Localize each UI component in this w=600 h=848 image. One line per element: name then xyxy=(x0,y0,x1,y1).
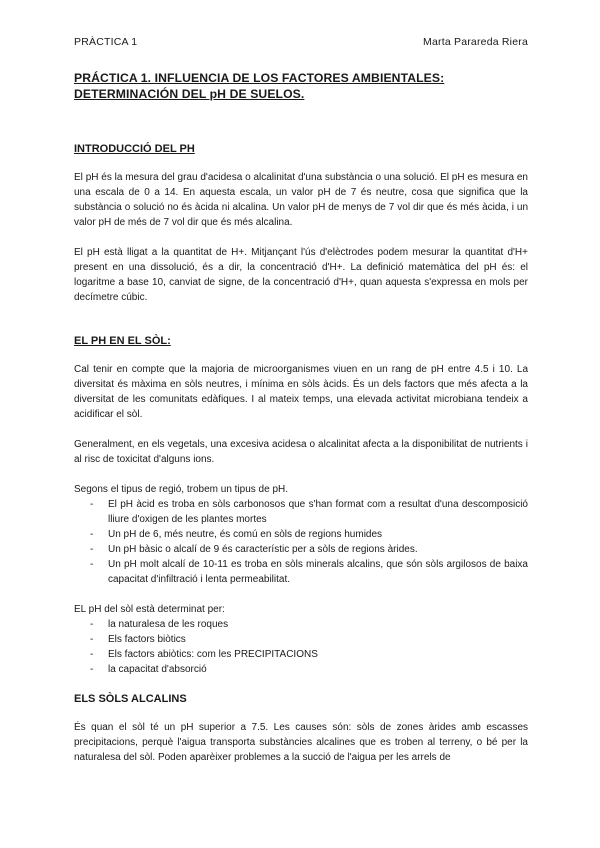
intro-heading: INTRODUCCIÓ DEL PH xyxy=(74,143,195,155)
list-bullet: - xyxy=(90,559,94,570)
soil-paragraph-1: Cal tenir en compte que la majoria de microorganismes viuen en un rang de pH entre 4.5 i 10. La diversitat és màxima en sòls neutres, i mínima en sòls àcids. És un dels factors que més afecta a la diversitat de les comunitats edàfiques. I al mateix temps, una elevada activitat microbiana tendeix a acidificar el sòl. xyxy=(74,364,528,420)
list-bullet: - xyxy=(90,664,94,675)
header-practice-label: PRÀCTICA 1 xyxy=(74,36,138,48)
list-item: - la naturalesa de les roques xyxy=(90,619,229,630)
soil-paragraph-3: Segons el tipus de regió, trobem un tipus de pH. xyxy=(74,484,289,495)
list-bullet: - xyxy=(90,649,94,660)
list-bullet: - xyxy=(90,544,94,555)
ph-factors-list xyxy=(74,617,528,677)
list-bullet: - xyxy=(90,619,94,630)
alkaline-heading: ELS SÒLS ALCALINS xyxy=(74,693,187,705)
list-item: - El pH àcid es troba en sòls carbonosos que s'han format com a resultat d'una descomposició lliure d'oxigen de les plantes mortes xyxy=(90,499,528,525)
list-item: - Un pH bàsic o alcalí de 9 és característic per a sòls de regions àrides. xyxy=(90,544,418,555)
title-line-1: PRÁCTICA 1. INFLUENCIA DE LOS FACTORES AMBIENTALES: xyxy=(74,71,445,85)
header-author: Marta Parareda Riera xyxy=(423,36,528,48)
list-item: - Els factors biòtics xyxy=(90,634,186,645)
region-ph-list xyxy=(74,497,528,587)
list-item: - Un pH molt alcalí de 10-11 es troba en sòls minerals alcalins, que són sòls argilosos de baixa capacitat d'infiltració i lenta permeabilitat. xyxy=(90,559,528,585)
list-bullet: - xyxy=(90,499,94,510)
page-header xyxy=(74,36,528,50)
soil-heading: EL PH EN EL SÒL: xyxy=(74,335,171,347)
list-item: - la capacitat d'absorció xyxy=(90,664,207,675)
title-line-2: DETERMINACIÓN DEL pH DE SUELOS. xyxy=(74,87,305,101)
list-item: - Els factors abiòtics: com les PRECIPITACIONS xyxy=(90,649,318,660)
list-bullet: - xyxy=(90,634,94,645)
soil-paragraph-2: Generalment, en els vegetals, una excesiva acidesa o alcalinitat afecta a la disponibilitat de nutrients i al risc de toxicitat d'alguns ions. xyxy=(74,439,528,465)
intro-paragraph-1: El pH és la mesura del grau d'acidesa o alcalinitat d'una substància o una solució. El pH es mesura en una escala de 0 a 14. En aquesta escala, un valor pH de 7 és neutre, cosa que significa que la substància o solució no és àcida ni alcalina. Un valor pH de menys de 7 vol dir que és més àcida, i un valor pH de més de 7 vol dir que és més alcalina. xyxy=(74,172,528,228)
intro-paragraph-2: El pH està lligat a la quantitat de H+. Mitjançant l'ús d'elèctrodes podem mesurar la quantitat d'H+ present en una dissolució, és a dir, la concentració d'H+. La definició matemàtica del pH és: el logaritme a base 10, canviat de signe, de la concentració d'H+, quan aquesta s'expressa en mols per decímetre cúbic. xyxy=(74,247,528,303)
document-title xyxy=(74,70,528,102)
list-bullet: - xyxy=(90,529,94,540)
soil-paragraph-4: EL pH del sòl està determinat per: xyxy=(74,604,225,615)
alkaline-paragraph-1: És quan el sòl té un pH superior a 7.5. Les causes són: sòls de zones àrides amb escasses precipitacions, perquè l'aigua transporta substàncies alcalines que es troben al terreny, o bé per la naturalesa del sòl. Poden aparèixer problemes a la succió de l'aigua per les arrels de xyxy=(74,722,528,763)
list-item: - Un pH de 6, més neutre, és comú en sòls de regions humides xyxy=(90,529,383,540)
document-body xyxy=(74,70,528,765)
